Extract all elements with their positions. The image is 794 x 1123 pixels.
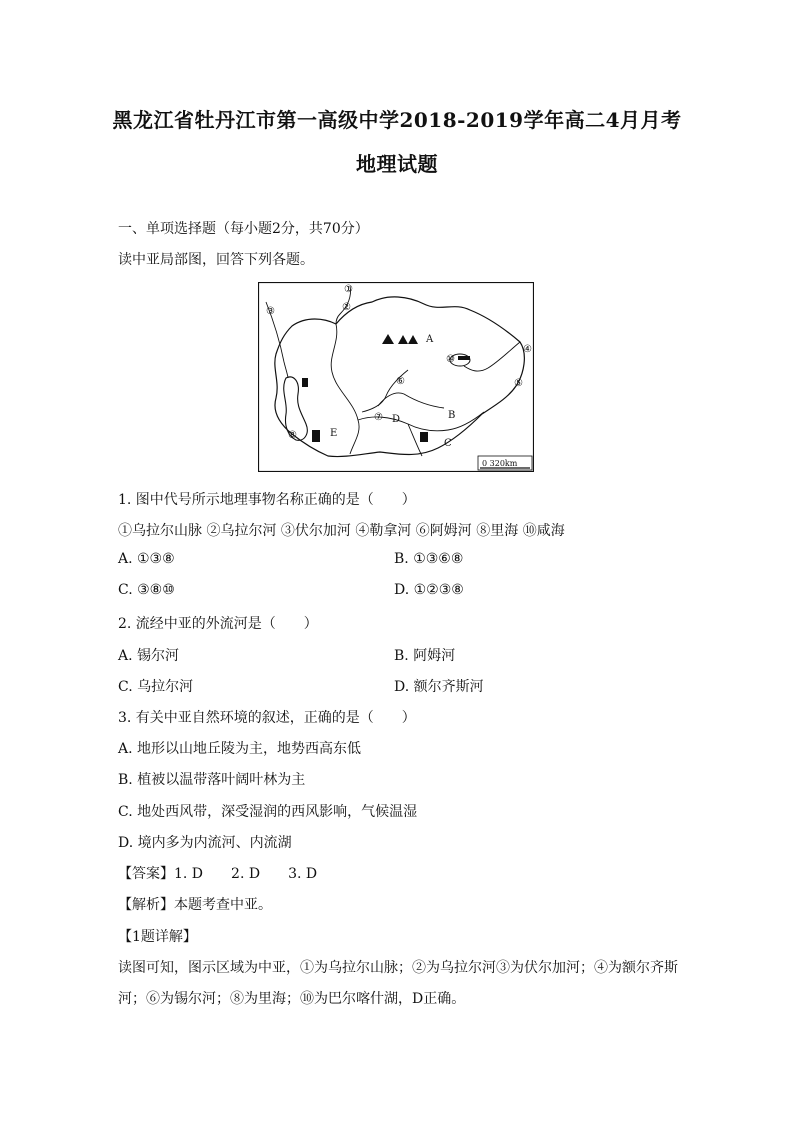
map-label: ① xyxy=(344,284,353,295)
detail-line-1: 读图可知，图示区域为中亚，①为乌拉尔山脉；②为乌拉尔河③为伏尔加河；④为额尔齐斯 xyxy=(118,960,678,976)
map-label: ③ xyxy=(266,306,275,317)
question-3-option-b: B. 植被以温带落叶阔叶林为主 xyxy=(118,772,306,788)
question-3-stem: 3. 有关中亚自然环境的叙述，正确的是（ ） xyxy=(118,710,416,726)
question-2-option-d: D. 额尔齐斯河 xyxy=(394,679,484,695)
map-label: ⑧ xyxy=(288,430,297,441)
document-title: 黑龙江省牡丹江市第一高级中学2018-2019学年高二4月月考 xyxy=(112,108,682,132)
question-2-option-c: C. 乌拉尔河 xyxy=(118,679,194,695)
map-label: ④ xyxy=(523,344,532,355)
document-subtitle: 地理试题 xyxy=(356,152,438,176)
detail-line-2: 河；⑥为锡尔河；⑧为里海；⑩为巴尔喀什湖，D正确。 xyxy=(118,991,466,1007)
question-3-option-a: A. 地形以山地丘陵为主，地势西高东低 xyxy=(118,741,362,757)
question-3-option-c: C. 地处西风带，深受湿润的西风影响，气候温湿 xyxy=(118,804,418,820)
question-2-option-b: B. 阿姆河 xyxy=(394,648,456,664)
question-1-statement: ①乌拉尔山脉 ②乌拉尔河 ③伏尔加河 ④勒拿河 ⑥阿姆河 ⑧里海 ⑩咸海 xyxy=(118,523,565,539)
section-heading: 一、单项选择题（每小题2分，共70分） xyxy=(118,221,369,237)
map-label: ⑥ xyxy=(396,376,405,387)
map-label: ⑩ xyxy=(446,354,455,365)
question-3-option-d: D. 境内多为内流河、内流湖 xyxy=(118,835,292,851)
scale-label: 0 320km xyxy=(482,459,518,468)
lake-marker xyxy=(458,356,470,360)
detail-heading: 【1题详解】 xyxy=(118,929,197,945)
map-label: D xyxy=(392,414,401,425)
question-2-stem: 2. 流经中亚的外流河是（ ） xyxy=(118,616,318,632)
question-1-option-b: B. ①③⑥⑧ xyxy=(394,551,464,567)
question-1-option-a: A. ①③⑧ xyxy=(118,551,175,567)
map-label: B xyxy=(448,410,456,421)
question-1-option-c: C. ③⑧⑩ xyxy=(118,582,175,598)
map-label: ② xyxy=(342,302,351,313)
analysis-line: 【解析】本题考查中亚。 xyxy=(118,897,272,913)
map-label: C xyxy=(444,438,452,449)
map-label: ⑦ xyxy=(374,412,383,423)
question-1-stem: 1. 图中代号所示地理事物名称正确的是（ ） xyxy=(118,492,416,508)
map-label: E xyxy=(330,428,338,439)
marker-icon xyxy=(420,432,428,442)
map-label: ⑤ xyxy=(514,378,523,389)
question-2-option-a: A. 锡尔河 xyxy=(118,648,180,664)
marker-icon xyxy=(312,430,320,442)
map-label: A xyxy=(426,334,434,345)
question-1-option-d: D. ①②③⑧ xyxy=(394,582,464,598)
marker-icon xyxy=(302,378,308,387)
answer-line: 【答案】1. D 2. D 3. D xyxy=(118,866,318,882)
intro-text: 读中亚局部图，回答下列各题。 xyxy=(118,252,314,268)
central-asia-map xyxy=(258,282,534,472)
